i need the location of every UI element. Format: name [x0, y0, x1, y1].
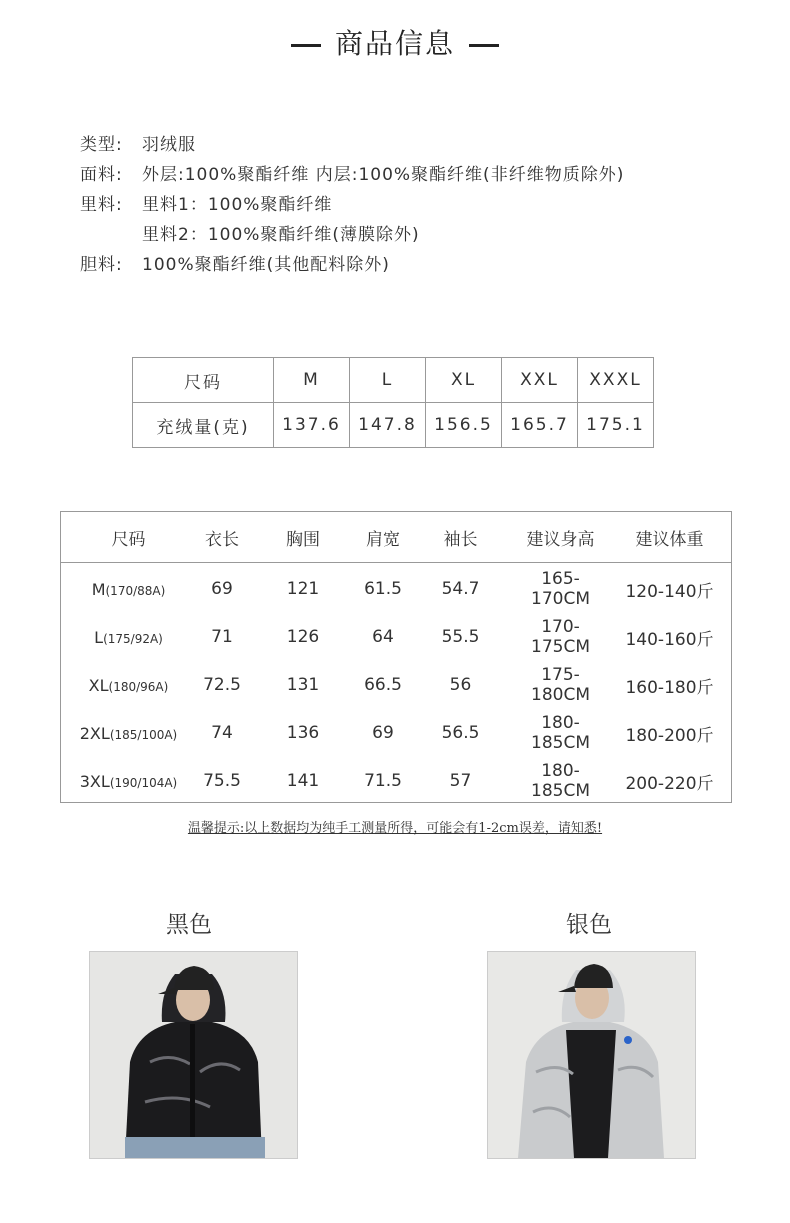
info-label: 里料: — [80, 195, 123, 215]
fill-grams-cell: 165.7 — [502, 403, 578, 448]
info-value: 外层:100%聚酯纤维 内层:100%聚酯纤维(非纤维物质除外) — [142, 165, 625, 185]
size-chart-body — [61, 563, 731, 805]
product-info — [80, 130, 624, 280]
column-header: 袖长 — [443, 529, 478, 550]
shoulder-cell: 71.5 — [364, 771, 402, 791]
fill-row-label: 尺码 — [133, 358, 274, 403]
fill-size-cell: XXL — [502, 358, 578, 403]
sleeve-cell: 54.7 — [441, 579, 480, 599]
length-cell: 75.5 — [203, 771, 241, 791]
fill-size-cell: XXXL — [578, 358, 654, 403]
chest-cell: 121 — [286, 579, 320, 599]
weight-cell: 200-220斤 — [625, 773, 714, 794]
size-name: L — [94, 627, 104, 647]
model-silver-jacket-illustration — [488, 952, 695, 1158]
column-header: 建议体重 — [635, 529, 704, 550]
size-cell — [61, 772, 196, 791]
chest-cell: 136 — [286, 723, 320, 743]
sleeve-cell: 57 — [449, 771, 472, 791]
sleeve-cell: 55.5 — [441, 627, 480, 647]
measurement-note — [0, 817, 790, 836]
page-title — [0, 22, 790, 62]
info-row-lining — [80, 190, 624, 220]
length-cell: 72.5 — [203, 675, 241, 695]
column-header: 胸围 — [286, 529, 320, 550]
fill-size-cell: M — [274, 358, 350, 403]
sleeve-cell: 56 — [449, 675, 472, 695]
size-name: 3XL — [79, 771, 110, 791]
table-row — [61, 709, 731, 757]
shoulder-cell: 64 — [372, 627, 394, 647]
info-value: 里料1：100%聚酯纤维 — [142, 195, 333, 215]
fill-grams-cell: 156.5 — [426, 403, 502, 448]
fill-grams-row — [133, 403, 654, 448]
size-spec: (170/88A) — [105, 583, 166, 598]
fill-grams-cell: 147.8 — [350, 403, 426, 448]
model-black-jacket-illustration — [90, 952, 297, 1158]
product-photo-black — [89, 951, 298, 1159]
note-text: 温馨提示:以上数据均为纯手工测量所得，可能会有1-2cm误差，请知悉! — [187, 821, 603, 836]
info-row-type — [80, 130, 624, 160]
size-chart-table — [60, 511, 732, 803]
table-row — [61, 661, 731, 709]
height-cell: 165-170CM — [531, 569, 590, 609]
size-name: XL — [88, 675, 109, 695]
sleeve-cell: 56.5 — [441, 723, 480, 743]
weight-cell: 180-200斤 — [625, 725, 714, 746]
fill-row-label: 充绒量(克) — [133, 403, 274, 448]
size-cell — [61, 724, 196, 743]
color-label-silver: 银色 — [566, 912, 612, 938]
weight-cell: 140-160斤 — [625, 629, 714, 650]
length-cell: 74 — [211, 723, 233, 743]
size-chart-header — [61, 512, 731, 563]
fill-grams-cell: 175.1 — [578, 403, 654, 448]
title-dash-right — [469, 44, 499, 47]
size-cell — [61, 676, 196, 695]
size-spec: (180/96A) — [108, 679, 169, 694]
height-cell: 180-185CM — [531, 713, 590, 753]
height-cell: 180-185CM — [531, 761, 590, 801]
info-row-inner — [80, 250, 624, 280]
height-cell: 175-180CM — [531, 665, 590, 705]
info-value: 里料2：100%聚酯纤维(薄膜除外) — [142, 225, 420, 245]
table-row — [61, 613, 731, 661]
size-spec: (175/92A) — [103, 631, 163, 646]
column-header: 衣长 — [205, 529, 239, 550]
size-name: 2XL — [79, 723, 110, 743]
size-spec: (190/104A) — [109, 775, 178, 790]
size-cell — [61, 628, 196, 647]
info-value: 100%聚酯纤维(其他配料除外) — [142, 255, 390, 275]
column-header: 建议身高 — [526, 529, 595, 550]
shoulder-cell: 61.5 — [364, 579, 402, 599]
table-row — [61, 757, 731, 805]
column-header: 肩宽 — [366, 529, 400, 550]
info-label: 面料: — [80, 165, 123, 185]
shoulder-cell: 66.5 — [364, 675, 402, 695]
size-name: M — [91, 579, 106, 599]
info-value: 羽绒服 — [142, 135, 196, 155]
fill-size-row — [133, 358, 654, 403]
page-title-text: 商品信息 — [334, 27, 455, 60]
fill-size-cell: XL — [426, 358, 502, 403]
down-fill-table — [132, 357, 654, 448]
chest-cell: 141 — [286, 771, 320, 791]
size-spec: (185/100A) — [109, 727, 178, 742]
info-label — [80, 220, 142, 250]
size-cell — [61, 580, 196, 599]
length-cell: 69 — [211, 579, 233, 599]
shoulder-cell: 69 — [372, 723, 394, 743]
info-label: 胆料: — [80, 255, 123, 275]
info-row-lining-2 — [80, 220, 624, 250]
info-row-fabric — [80, 160, 624, 190]
title-dash-left — [291, 44, 321, 47]
height-cell: 170-175CM — [531, 617, 590, 657]
weight-cell: 120-140斤 — [625, 581, 714, 602]
chest-cell: 131 — [286, 675, 320, 695]
chest-cell: 126 — [286, 627, 320, 647]
fill-grams-cell: 137.6 — [274, 403, 350, 448]
column-header: 尺码 — [111, 529, 146, 550]
length-cell: 71 — [211, 627, 233, 647]
table-row — [61, 565, 731, 613]
fill-size-cell: L — [350, 358, 426, 403]
weight-cell: 160-180斤 — [625, 677, 714, 698]
info-label: 类型: — [80, 135, 123, 155]
product-photo-silver — [487, 951, 696, 1159]
color-label-black: 黑色 — [166, 912, 212, 938]
